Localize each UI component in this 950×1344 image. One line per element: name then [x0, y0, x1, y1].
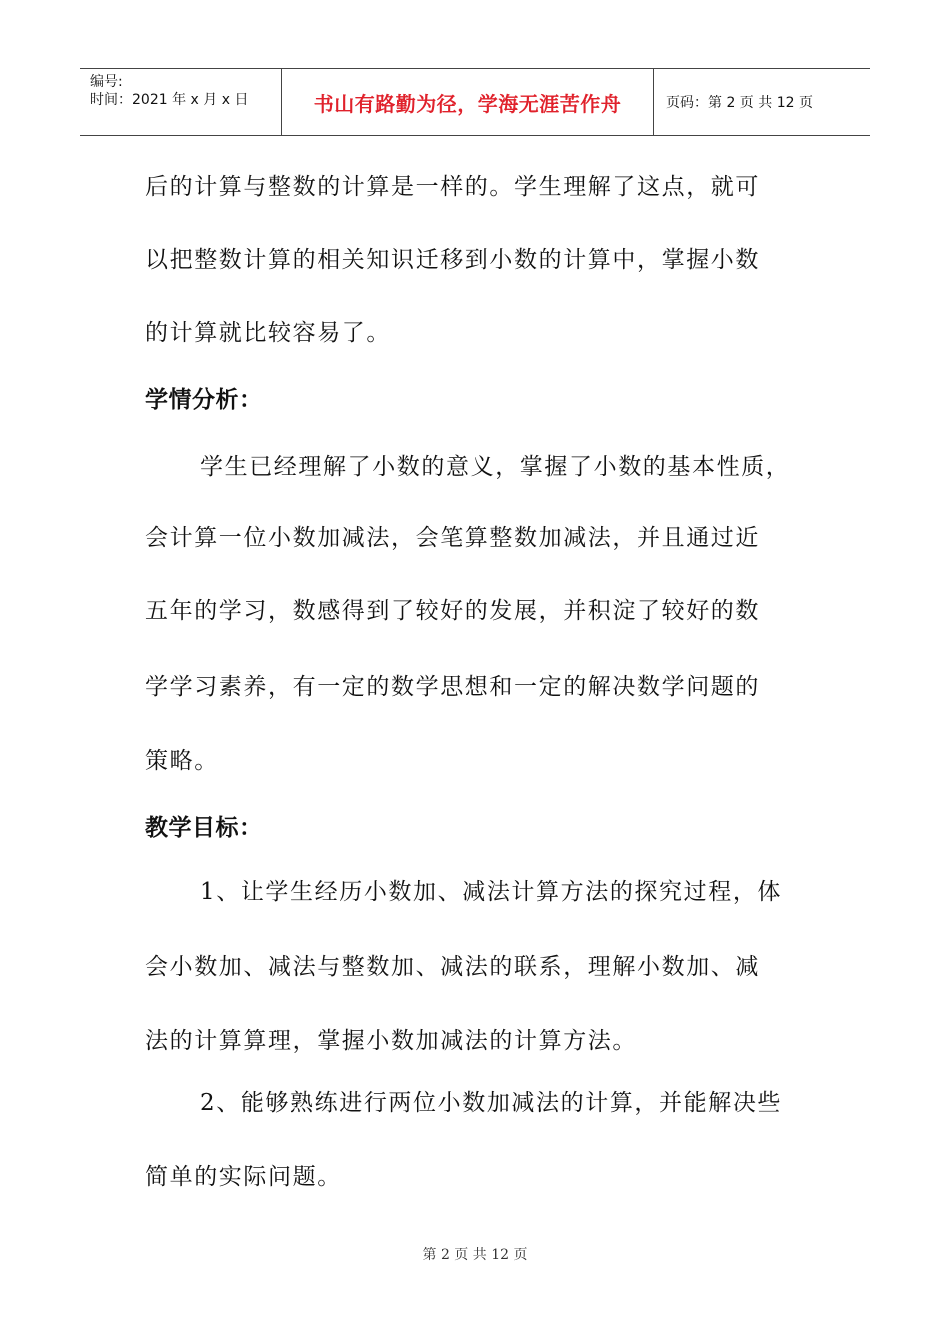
time-label: 时间：2021 年 x 月 x 日: [90, 92, 249, 108]
paragraph-line: 会小数加、减法与整数加、减法的联系，理解小数加、减: [145, 954, 760, 980]
paragraph-line: 学学习素养，有一定的数学思想和一定的解决数学问题的: [145, 674, 760, 700]
header-motto: 书山有路勤为径，学海无涯苦作舟: [282, 69, 654, 135]
paragraph-line: 法的计算算理，掌握小数加减法的计算方法。: [145, 1028, 637, 1054]
page-header: [80, 68, 870, 136]
header-page-info: 页码：第 2 页 共 12 页: [666, 95, 813, 111]
paragraph-line: 简单的实际问题。: [145, 1164, 342, 1190]
paragraph-line: 以把整数计算的相关知识迁移到小数的计算中，掌握小数: [145, 247, 760, 273]
paragraph-line: 的计算就比较容易了。: [145, 320, 391, 346]
section-heading-goals: 教学目标：: [145, 815, 263, 841]
paragraph-line: 2、能够熟练进行两位小数加减法的计算，并能解决些: [200, 1090, 783, 1116]
paragraph-line: 学生已经理解了小数的意义，掌握了小数的基本性质，: [200, 454, 791, 480]
page-footer: 第 2 页 共 12 页: [422, 1247, 528, 1263]
paragraph-line: 会计算一位小数加减法，会笔算整数加减法，并且通过近: [145, 525, 760, 551]
paragraph-line: 后的计算与整数的计算是一样的。学生理解了这点，就可: [145, 174, 760, 200]
paragraph-line: 五年的学习，数感得到了较好的发展，并积淀了较好的数: [145, 598, 760, 624]
serial-label: 编号:: [90, 74, 123, 90]
paragraph-line: 1、让学生经历小数加、减法计算方法的探究过程，体: [200, 879, 783, 905]
section-heading-analysis: 学情分析：: [145, 387, 263, 413]
header-meta: [80, 69, 282, 135]
paragraph-line: 策略。: [145, 748, 219, 774]
